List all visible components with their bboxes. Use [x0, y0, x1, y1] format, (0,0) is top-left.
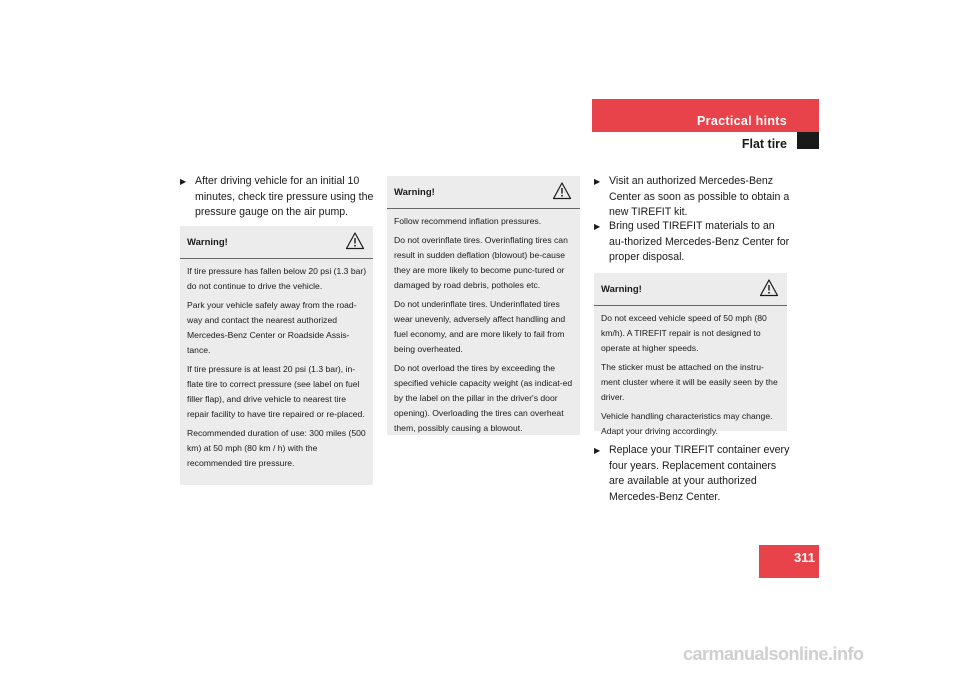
warning-triangle-icon	[552, 181, 572, 201]
page-number: 311	[794, 550, 815, 565]
bullet-arrow-icon: ▶	[180, 177, 187, 186]
warning-paragraph: If tire pressure is at least 20 psi (1.3 bar), in-flate tire to correct pressure (see label on fuel filler flap), and drive vehicle to nearest tire repair facility to have tire repaired or re-placed.	[187, 364, 365, 419]
warning-paragraph: Recommended duration of use: 300 miles (500 km) at 50 mph (80 km / h) with the recommended tire pressure.	[187, 428, 366, 468]
warning-triangle-icon	[345, 231, 365, 251]
page-subtitle: Flat tire	[741, 137, 787, 151]
warning-paragraph: Vehicle handling characteristics may change. Adapt your driving accordingly.	[601, 411, 773, 436]
warning-paragraph: Follow recommend inflation pressures.	[394, 216, 542, 226]
warning-paragraph: If tire pressure has fallen below 20 psi (1.3 bar) do not continue to drive the vehicle.	[187, 266, 367, 291]
bullet-arrow-icon: ▶	[594, 177, 601, 186]
warning-paragraph: Do not overinflate tires. Overinflating tires can result in sudden deflation (blowout) be-cause they are more likely to become punc-tured or damaged by road debris, potholes etc.	[394, 235, 568, 290]
header-marker	[797, 132, 819, 149]
instruction-bullet-check-pressure	[180, 174, 378, 221]
instruction-bullet-new-kit	[594, 174, 792, 221]
bullet-arrow-icon: ▶	[594, 446, 601, 455]
warning-title: Warning!	[187, 237, 228, 248]
warning-box-low-pressure	[180, 226, 373, 485]
warning-title: Warning!	[394, 187, 435, 198]
section-header	[592, 99, 819, 132]
instruction-bullet-replace-container	[594, 443, 792, 505]
warning-title: Warning!	[601, 284, 642, 295]
watermark-text: carmanualsonline.info	[683, 644, 864, 664]
warning-paragraph: The sticker must be attached on the instru-ment cluster where it will be easily seen by the driver.	[601, 362, 778, 402]
warning-body	[594, 306, 787, 449]
bullet-text: Replace your TIREFIT container every four years. Replacement containers are available at your authorized Mercedes-Benz Center.	[609, 444, 790, 503]
warning-header	[594, 273, 787, 306]
warning-body	[387, 209, 580, 446]
sub-header	[592, 132, 819, 149]
bullet-arrow-icon: ▶	[594, 222, 601, 231]
bullet-text: Visit an authorized Mercedes-Benz Center as soon as possible to obtain a new TIREFIT kit.	[609, 175, 790, 219]
warning-box-inflation	[387, 176, 580, 435]
warning-box-speed	[594, 273, 787, 436]
warning-header	[387, 176, 580, 209]
warning-paragraph: Park your vehicle safely away from the road-way and contact the nearest authorized Mercedes-Benz Center or Roadside Assis-tance.	[187, 300, 357, 355]
bullet-text: After driving vehicle for an initial 10 minutes, check tire pressure using the pressure gauge on the air pump.	[195, 175, 374, 219]
warning-body	[180, 259, 373, 481]
bullet-text: Bring used TIREFIT materials to an au-thorized Mercedes-Benz Center for proper disposal.	[609, 220, 790, 264]
warning-triangle-icon	[759, 278, 779, 298]
section-title: Practical hints	[697, 114, 787, 128]
warning-paragraph: Do not underinflate tires. Underinflated tires wear unevenly, adversely affect handling and fuel economy, and are more likely to fail from being overheated.	[394, 299, 566, 354]
instruction-bullet-disposal	[594, 219, 792, 266]
warning-paragraph: Do not exceed vehicle speed of 50 mph (80 km/h). A TIREFIT repair is not designed to operate at higher speeds.	[601, 313, 767, 353]
warning-paragraph: Do not overload the tires by exceeding the specified vehicle capacity weight (as indicat-ed by the label on the pillar in the driver's door opening). Overloading the tires can overheat them, possibly causing a blowout.	[394, 363, 573, 433]
warning-header	[180, 226, 373, 259]
page-number-block	[759, 545, 819, 578]
